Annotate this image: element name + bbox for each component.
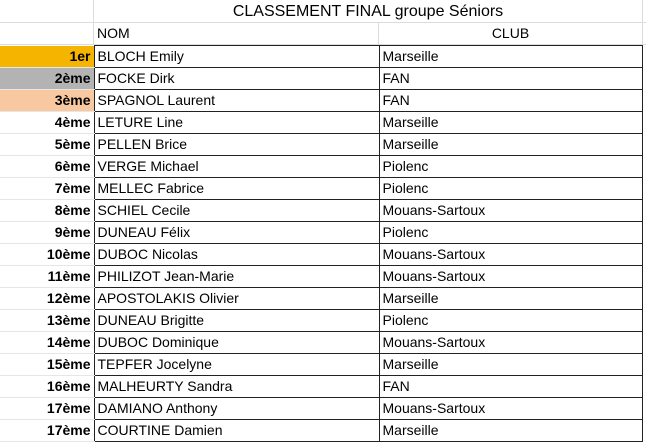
club-cell[interactable]: Marseille [379,288,642,310]
table-row [0,200,642,222]
table-row [0,376,642,398]
sheet-title[interactable]: CLASSEMENT FINAL groupe Séniors [232,3,504,20]
table-row [0,134,642,156]
rank-cell[interactable]: 14ème [0,332,94,354]
name-cell[interactable]: PHILIZOT Jean-Marie [94,266,379,288]
table-row [0,354,642,376]
club-cell[interactable]: Marseille [379,354,642,376]
rank-cell[interactable]: 16ème [0,376,94,398]
club-cell[interactable]: Mouans-Sartoux [379,398,642,420]
header-club[interactable]: CLUB [491,25,530,41]
rank-cell[interactable]: 12ème [0,288,94,310]
table-row [0,288,642,310]
rank-cell[interactable]: 5ème [0,134,94,156]
name-cell[interactable]: LETURE Line [94,112,379,134]
name-cell[interactable]: DUBOC Dominique [94,332,379,354]
rank-cell[interactable]: 10ème [0,244,94,266]
club-cell[interactable]: FAN [379,68,642,90]
table-row [0,310,642,332]
rank-cell[interactable]: 13ème [0,310,94,332]
rank-cell[interactable]: 8ème [0,200,94,222]
table-row [0,178,642,200]
rank-cell[interactable]: 7ème [0,178,94,200]
name-cell[interactable]: DUNEAU Brigitte [94,310,379,332]
club-cell[interactable]: Marseille [379,112,642,134]
name-cell[interactable]: BLOCH Emily [94,46,379,68]
name-cell[interactable]: SCHIEL Cecile [94,200,379,222]
name-cell[interactable]: COURTINE Damien [94,420,379,442]
club-cell[interactable]: Piolenc [379,310,642,332]
rank-cell[interactable]: 17ème [0,420,94,442]
table-row [0,420,642,442]
rank-cell[interactable]: 2ème [0,68,94,90]
table-row [0,266,642,288]
rank-cell[interactable]: 15ème [0,354,94,376]
name-cell[interactable]: MALHEURTY Sandra [94,376,379,398]
rank-cell[interactable]: 6ème [0,156,94,178]
name-cell[interactable]: DAMIANO Anthony [94,398,379,420]
name-cell[interactable]: FOCKE Dirk [94,68,379,90]
club-cell[interactable]: Mouans-Sartoux [379,244,642,266]
name-cell[interactable]: DUBOC Nicolas [94,244,379,266]
header-nom[interactable]: NOM [97,25,130,41]
rank-cell[interactable]: 17ème [0,398,94,420]
club-cell[interactable]: FAN [379,90,642,112]
name-cell[interactable]: VERGE Michael [94,156,379,178]
club-cell[interactable]: Marseille [379,134,642,156]
rank-cell[interactable]: 3ème [0,90,94,112]
table-row [0,46,642,68]
ranking-table [0,45,643,442]
club-cell[interactable]: Piolenc [379,156,642,178]
rank-cell[interactable]: 11ème [0,266,94,288]
table-row [0,332,642,354]
club-cell[interactable]: Marseille [379,420,642,442]
table-row [0,90,642,112]
rank-cell[interactable]: 1er [0,46,94,68]
name-cell[interactable]: DUNEAU Félix [94,222,379,244]
name-cell[interactable]: MELLEC Fabrice [94,178,379,200]
rank-cell[interactable]: 4ème [0,112,94,134]
table-row [0,68,642,90]
name-cell[interactable]: PELLEN Brice [94,134,379,156]
table-row [0,244,642,266]
club-cell[interactable]: Piolenc [379,222,642,244]
name-cell[interactable]: APOSTOLAKIS Olivier [94,288,379,310]
club-cell[interactable]: Marseille [379,46,642,68]
club-cell[interactable]: Mouans-Sartoux [379,332,642,354]
rank-cell[interactable]: 9ème [0,222,94,244]
gridline [642,0,643,45]
table-row [0,112,642,134]
table-row [0,222,642,244]
table-row [0,156,642,178]
table-row [0,398,642,420]
club-cell[interactable]: Piolenc [379,178,642,200]
club-cell[interactable]: Mouans-Sartoux [379,266,642,288]
name-cell[interactable]: TEPFER Jocelyne [94,354,379,376]
name-cell[interactable]: SPAGNOL Laurent [94,90,379,112]
club-cell[interactable]: FAN [379,376,642,398]
club-cell[interactable]: Mouans-Sartoux [379,200,642,222]
